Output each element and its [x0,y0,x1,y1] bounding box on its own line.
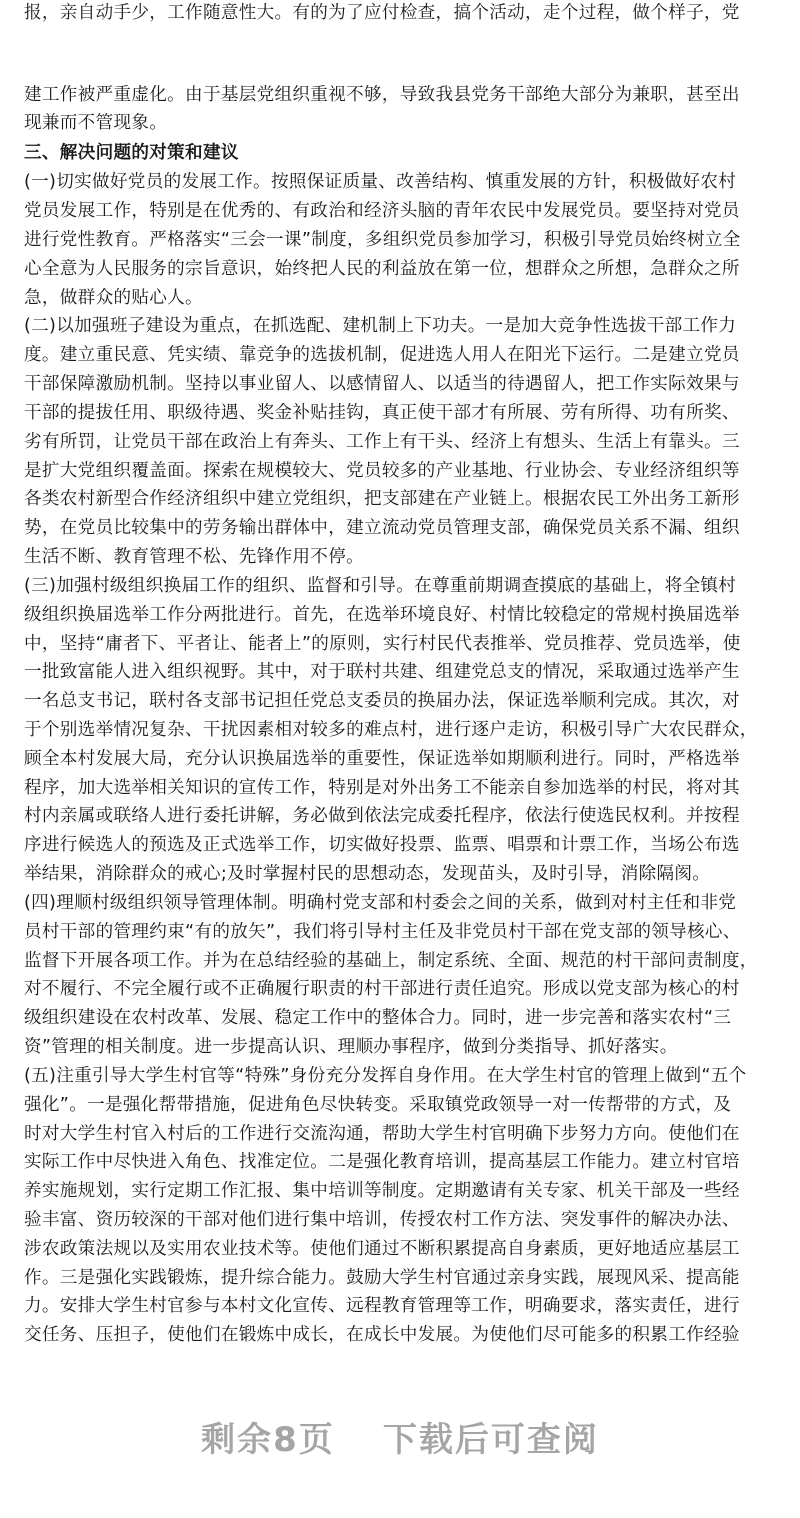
remaining-pages-label: 剩余8页 [201,1420,335,1460]
text-line: 强化”。一是强化帮带措施，促进角色尽快转变。采取镇党政领导一对一传帮带的方式，及 [24,1095,732,1115]
text-line: 涉农政策法规以及实用农业技术等。使他们通过不断积累提高自身素质，更好地适应基层工 [24,1239,740,1259]
text-line: 顾全本村发展大局，充分认识换届选举的重要性，保证选举如期顺利进行。同时，严格选举 [24,749,740,769]
text-line: 中，坚持“庸者下、平者让、能者上”的原则，实行村民代表推举、党员推荐、党员选举，使 [24,634,741,654]
text-line: 员村干部的管理约束“有的放矢”，我们将引导村主任及非党员村干部在党支部的领导核心、 [24,922,741,942]
text-line: 是扩大党组织覆盖面。探索在规模较大、党员较多的产业基地、行业协会、专业经济组织等 [24,461,740,481]
text-line: 度。建立重民意、凭实绩、靠竞争的选拔机制，促进选人用人在阳光下运行。二是建立党员 [24,345,740,365]
text-line: 进行党性教育。严格落实“三会一课”制度，多组织党员参加学习，积极引导党员始终树立全 [24,230,741,250]
text-line: 生活不断、教育管理不松、先锋作用不停。 [24,547,364,567]
text-line: 监督下开展各项工作。并为在总结经验的基础上，制定系统、全面、规范的村干部问责制度， [24,951,758,971]
text-line: 建工作被严重虚化。由于基层党组织重视不够，导致我县党务干部绝大部分为兼职，甚至出 [24,85,740,105]
text-line: 劣有所罚，让党员干部在政治上有奔头、工作上有干头、经济上有想头、生活上有靠头。三 [24,432,740,452]
text-line: 举结果，消除群众的戒心;及时掌握村民的思想动态，发现苗头，及时引导，消除隔阂。 [24,864,711,884]
text-line: 各类农村新型合作经济组织中建立党组织，把支部建在产业链上。根据农民工外出务工新形 [24,489,740,509]
text-line: 急，做群众的贴心人。 [24,288,203,308]
text-line: (五)注重引导大学生村官等“特殊”身份充分发挥自身作用。在大学生村官的管理上做到“五个 [24,1066,747,1086]
text-line: 资”管理的相关制度。进一步提高认识、理顺办事程序，做到分类指导、抓好落实。 [24,1037,678,1057]
text-line: 级组织换届选举工作分两批进行。首先，在选举环境良好、村情比较稳定的常规村换届选举 [24,605,740,625]
text-line: 交任务、压担子，使他们在锻炼中成长，在成长中发展。为使他们尽可能多的积累工作经验 [24,1325,740,1345]
text-line: (一)切实做好党员的发展工作。按照保证质量、改善结构、慎重发展的方针，积极做好农村 [24,172,737,192]
text-line: 一批致富能人进入组织视野。其中，对于联村共建、组建党总支的情况，采取通过选举产生 [24,662,740,682]
download-prompt[interactable] [0,1415,800,1465]
download-to-view-label: 下载后可查阅 [382,1420,599,1460]
text-line: 势，在党员比较集中的劳务输出群体中，建立流动党员管理支部，确保党员关系不漏、组织 [24,518,740,538]
text-line: (四)理顺村级组织领导管理体制。明确村党支部和村委会之间的关系，做到对村主任和非党 [24,893,737,913]
text-line: (三)加强村级组织换届工作的组织、监督和引导。在尊重前期调查摸底的基础上，将全镇村 [24,576,737,596]
text-line: 报，亲自动手少，工作随意性大。有的为了应付检查，搞个活动，走个过程，做个样子，党 [24,3,740,23]
text-line: 级组织建设在农村改革、发展、稳定工作中的整体合力。同时，进一步完善和落实农村“三 [24,1008,732,1028]
text-line: 一名总支书记，联村各支部书记担任党总支委员的换届办法，保证选举顺利完成。其次，对 [24,691,740,711]
text-line: 于个别选举情况复杂、干扰因素相对较多的难点村，进行逐户走访，积极引导广大农民群众， [24,720,758,740]
text-line: 对不履行、不完全履行或不正确履行职责的村干部进行责任追究。形成以党支部为核心的村 [24,979,740,999]
text-line: 力。安排大学生村官参与本村文化宣传、远程教育管理等工作，明确要求，落实责任，进行 [24,1296,740,1316]
text-line: 心全意为人民服务的宗旨意识，始终把人民的利益放在第一位，想群众之所想，急群众之所 [24,259,740,279]
text-line: 村内亲属或联络人进行委托讲解，务必做到依法完成委托程序，依法行使选民权利。并按程 [24,806,740,826]
text-line: 现兼而不管现象。 [24,113,168,133]
text-line: 实际工作中尽快进入角色、找准定位。二是强化教育培训，提高基层工作能力。建立村官培 [24,1152,740,1172]
text-line: 干部的提拔任用、职级待遇、奖金补贴挂钩，真正使干部才有所展、劳有所得、功有所奖、 [24,403,740,423]
section-heading: 三、解决问题的对策和建议 [24,143,239,163]
text-line: 时对大学生村官入村后的工作进行交流沟通，帮助大学生村官明确下步努力方向。使他们在 [24,1124,740,1144]
text-line: (二)以加强班子建设为重点，在抓选配、建机制上下功夫。一是加大竞争性选拔干部工作力 [24,316,737,336]
text-line: 程序，加大选举相关知识的宣传工作，特别是对外出务工不能亲自参加选举的村民，将对其 [24,778,740,798]
text-line: 养实施规划，实行定期工作汇报、集中培训等制度。定期邀请有关专家、机关干部及一些经 [24,1181,740,1201]
text-line: 干部保障激励机制。坚持以事业留人、以感情留人、以适当的待遇留人，把工作实际效果与 [24,374,740,394]
text-line: 党员发展工作，特别是在优秀的、有政治和经济头脑的青年农民中发展党员。要坚持对党员 [24,201,740,221]
text-line: 序进行候选人的预选及正式选举工作，切实做好投票、监票、唱票和计票工作，当场公布选 [24,835,740,855]
text-line: 验丰富、资历较深的干部对他们进行集中培训，传授农村工作方法、突发事件的解决办法、 [24,1210,740,1230]
text-line: 作。三是强化实践锻炼，提升综合能力。鼓励大学生村官通过亲身实践，展现风采、提高能 [24,1268,740,1288]
